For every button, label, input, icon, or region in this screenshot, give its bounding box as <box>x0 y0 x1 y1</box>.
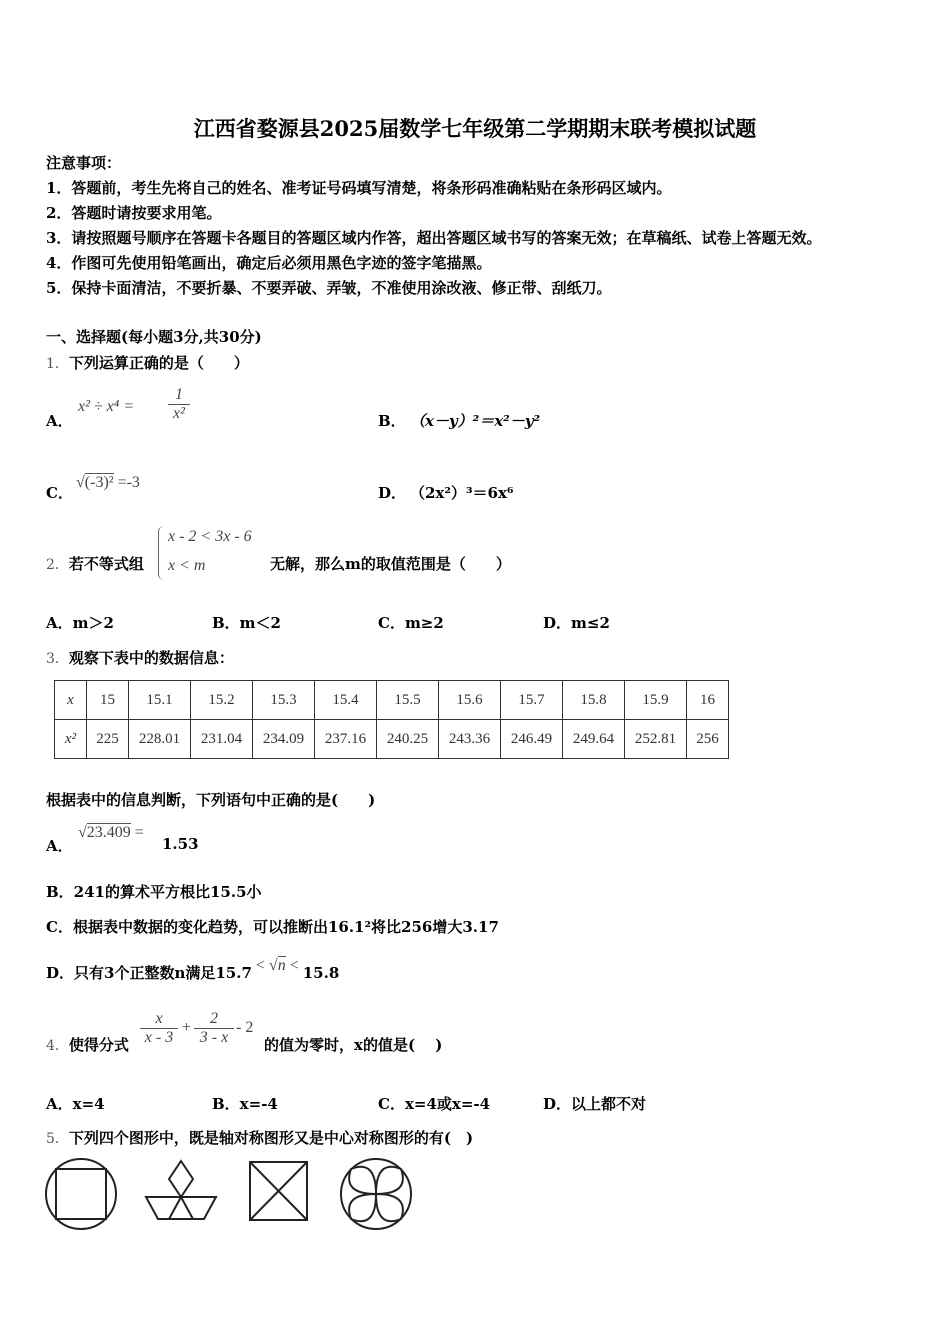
table-cell: 15.1 <box>129 681 191 720</box>
q4-minus-two: - 2 <box>236 1019 254 1036</box>
q2-option-d: D．m≤2 <box>543 614 610 632</box>
q4-fraction-1 <box>140 1010 178 1047</box>
figure-three-rhombus-icon <box>146 1161 216 1219</box>
table-cell: 15.3 <box>253 681 315 720</box>
q3-a-radicand: 23.409 <box>86 824 131 841</box>
table-cell: 225 <box>87 720 129 759</box>
page-title: 江西省婺源县2025届数学七年级第二学期期末联考模拟试题 <box>193 116 757 141</box>
figure-circle-square-icon <box>46 1159 116 1229</box>
q5-stem <box>46 1127 473 1148</box>
q3-option-a-label: A． <box>46 837 73 855</box>
table-cell: 15.9 <box>625 681 687 720</box>
q4-plus: + <box>182 1019 192 1036</box>
q1-option-b-expr: （x－y）²＝x²－y² <box>410 412 541 430</box>
q1-c-rest: =-3 <box>113 474 140 491</box>
figure-square-x-icon <box>250 1162 307 1220</box>
q3-option-a-expr <box>78 824 144 842</box>
figure-circle-petals-icon <box>341 1159 411 1229</box>
table-row <box>55 720 729 759</box>
q5-number: 5． <box>46 1131 69 1147</box>
table-cell: 15.4 <box>315 681 377 720</box>
notice-item-2: 2．答题时请按要求用笔。 <box>46 204 222 222</box>
q4-f1-num: x <box>140 1010 178 1029</box>
q2-brace <box>158 526 167 580</box>
table-cell: 246.49 <box>501 720 563 759</box>
table-cell: 16 <box>687 681 729 720</box>
section-heading: 一、选择题(每小题3分,共30分) <box>46 328 262 346</box>
table-cell: 231.04 <box>191 720 253 759</box>
table-row <box>55 681 729 720</box>
q4-option-c: C．x=4或x=-4 <box>378 1095 491 1113</box>
notice-item-4: 4．作图可先使用铅笔画出，确定后必须用黑色字迹的签字笔描黑。 <box>46 254 492 272</box>
q2-ineq-line1: x - 2 < 3x - 6 <box>168 528 252 545</box>
q2-pre-text: 若不等式组 <box>68 555 144 573</box>
q1-option-d-label: D． <box>378 484 407 502</box>
notice-item-5: 5．保持卡面清洁，不要折暴、不要弄破、弄皱，不准使用涂改液、修正带、刮纸刀。 <box>46 279 612 297</box>
q1-a-denominator: x² <box>173 405 185 422</box>
table-cell: 252.81 <box>625 720 687 759</box>
q1-number: 1． <box>46 356 69 372</box>
table-cell: x <box>55 681 87 720</box>
table-cell: 15.2 <box>191 681 253 720</box>
table-cell: 237.16 <box>315 720 377 759</box>
q1-a-numerator: 1 <box>168 386 190 405</box>
table-cell: x² <box>55 720 87 759</box>
q2-ineq-line2: x < m <box>168 557 206 574</box>
q3-option-d <box>46 957 340 983</box>
q2-number: 2． <box>46 557 69 573</box>
table-cell: 249.64 <box>563 720 625 759</box>
q3-d-radicand: n <box>277 957 286 974</box>
q3-d-pre: D．只有3个正整数n满足15.7 <box>46 964 252 982</box>
q2-option-a: A．m＞2 <box>46 614 114 632</box>
q4-stem-post: 的值为零时，x的值是( ) <box>264 1036 443 1054</box>
q3-text: 观察下表中的数据信息： <box>68 649 234 667</box>
q1-option-c-expr <box>76 474 140 492</box>
q3-d-lt2: < <box>285 957 303 974</box>
q3-data-table <box>54 680 729 759</box>
q4-f1-den: x - 3 <box>144 1029 174 1046</box>
sqrt-icon: √ <box>78 824 87 841</box>
sqrt-icon: √ <box>268 957 278 974</box>
table-cell: 15.7 <box>501 681 563 720</box>
q5-text: 下列四个图形中，既是轴对称图形又是中心对称图形的有( ) <box>68 1129 474 1147</box>
q4-stem-pre <box>46 1034 129 1055</box>
q4-option-d: D．以上都不对 <box>543 1095 647 1113</box>
table-cell: 228.01 <box>129 720 191 759</box>
q1-option-a-fraction <box>168 386 190 423</box>
table-cell: 240.25 <box>377 720 439 759</box>
q1-option-c-label: C． <box>46 484 73 502</box>
table-cell: 15 <box>87 681 129 720</box>
q3-judge: 根据表中的信息判断，下列语句中正确的是( ) <box>46 791 376 809</box>
sqrt-icon: √ <box>76 474 85 491</box>
q1-text: 下列运算正确的是（ ） <box>68 354 249 372</box>
q4-option-b: B．x=-4 <box>212 1095 278 1113</box>
q1-option-a-label: A． <box>46 412 73 430</box>
table-cell: 243.36 <box>439 720 501 759</box>
q1-option-d-expr: （2x²）³＝6x⁶ <box>410 484 514 502</box>
q5-figures <box>40 1155 420 1235</box>
table-cell: 15.5 <box>377 681 439 720</box>
q4-pre-text: 使得分式 <box>68 1036 129 1054</box>
q1-stem <box>46 352 249 373</box>
q4-f2-den: 3 - x <box>199 1029 229 1046</box>
notice-heading: 注意事项： <box>46 154 122 172</box>
table-cell: 256 <box>687 720 729 759</box>
q2-option-b: B．m＜2 <box>212 614 281 632</box>
q1-option-b-label: B． <box>378 412 406 430</box>
table-cell: 15.6 <box>439 681 501 720</box>
table-cell: 15.8 <box>563 681 625 720</box>
q1-c-radicand: (-3)² <box>84 474 114 491</box>
q2-stem-post: 无解，那么m的取值范围是（ ） <box>270 555 511 573</box>
q3-option-b: B．241的算术平方根比15.5小 <box>46 883 262 901</box>
table-cell: 234.09 <box>253 720 315 759</box>
q3-stem <box>46 647 234 668</box>
q3-option-a-value: 1.53 <box>162 835 199 853</box>
q4-f2-num: 2 <box>194 1010 234 1029</box>
q3-option-c: C．根据表中数据的变化趋势，可以推断出16.1²将比256增大3.17 <box>46 918 499 936</box>
q3-d-expr <box>252 957 303 974</box>
q3-number: 3． <box>46 651 69 667</box>
q4-option-a: A．x=4 <box>46 1095 105 1113</box>
q4-number: 4． <box>46 1038 69 1054</box>
q3-d-lt1: < <box>251 957 269 974</box>
q3-a-rest: = <box>130 824 144 841</box>
q1-option-a-expr: x² ÷ x⁴ = <box>78 398 135 415</box>
q3-d-post: 15.8 <box>302 964 340 982</box>
q2-option-c: C．m≥2 <box>378 614 444 632</box>
notice-item-1: 1．答题前，考生先将自己的姓名、准考证号码填写清楚，将条形码准确粘贴在条形码区域内。 <box>46 179 672 197</box>
notice-item-3: 3．请按照题号顺序在答题卡各题目的答题区域内作答，超出答题区域书写的答案无效；在草稿纸、试卷上答题无效。 <box>46 229 822 247</box>
q2-stem-pre <box>46 553 144 574</box>
q4-fraction-2 <box>194 1010 234 1047</box>
